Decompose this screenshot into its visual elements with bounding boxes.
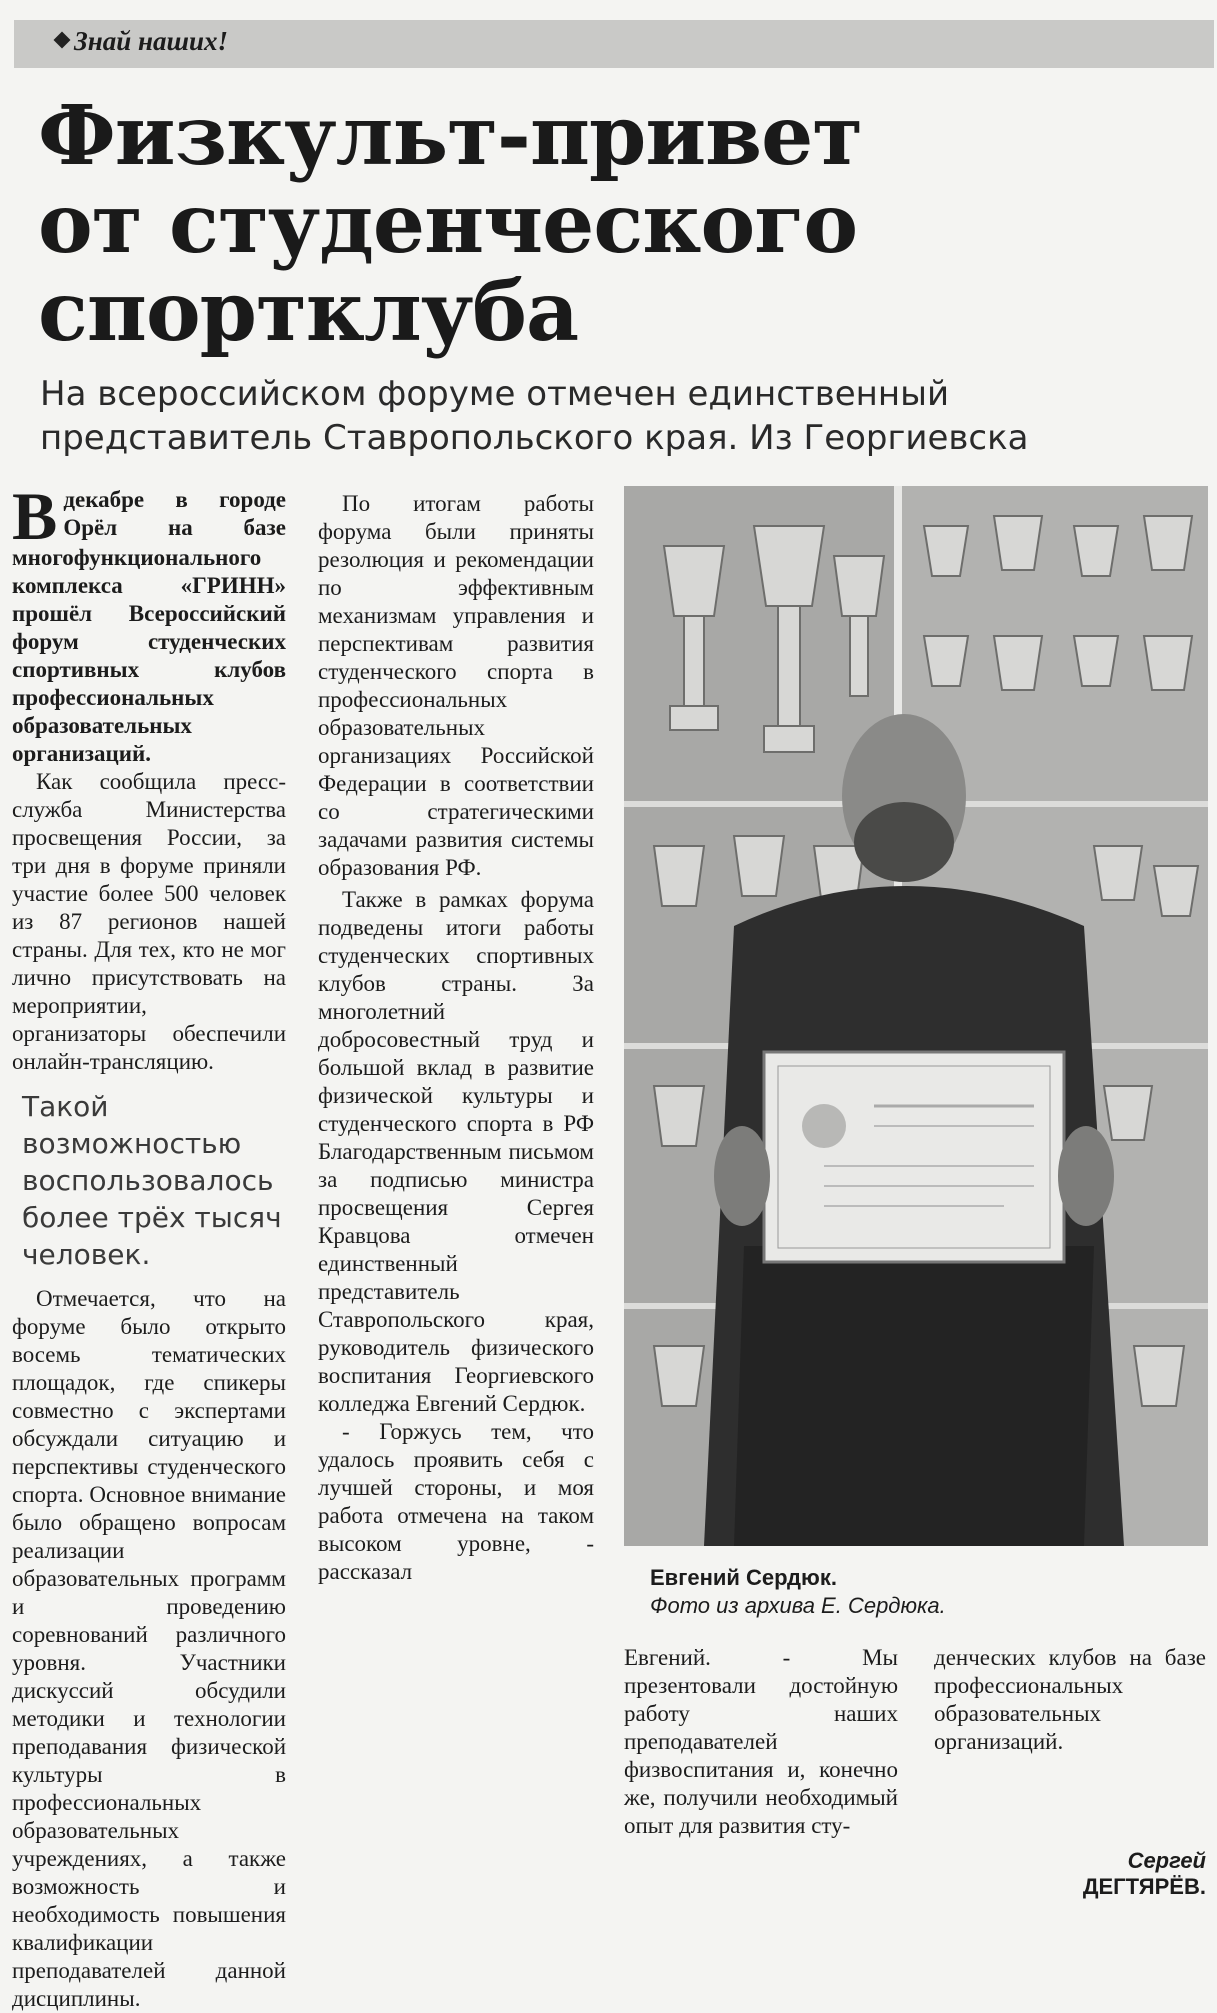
paragraph-6b: Евгений. - Мы презентовали достойную работу наших преподавателей физвоспитания и, конечно же, получили необходимый опыт для развития сту-: [624, 1645, 898, 1838]
article-column-4: [934, 1644, 1206, 1756]
byline-last-name: ДЕГТЯРЁВ.: [1082, 1874, 1206, 1899]
portrait-photo: [624, 486, 1208, 1546]
article-column-1: [12, 478, 286, 2011]
headline-line-1: Физкульт-привет: [38, 88, 863, 184]
paragraph-6c: денческих клубов на базе профессиональных образовательных организаций.: [934, 1645, 1206, 1754]
byline-first-name: Сергей: [1127, 1848, 1206, 1873]
paragraph-5: Также в рамках форума подведены итоги работы студенческих спортивных клубов страны. За многолетний добросовестный труд и большой вклад в развитие физической культуры и студенческого спорта в РФ Благодарственным письмом за подписью министра просвещения Сергея Кравцова отмечен единственный представитель Ставропольского края, руководитель физического воспитания Георгиевского колледжа Евгений Сердюк.: [318, 887, 594, 1416]
paragraph-3: Отмечается, что на форуме было открыто восемь тематических площадок, где спикеры совместно с экспертами обсуждали ситуацию и перспективы студенческого спорта. Основное внимание было обращено вопросам реализации образовательных программ и проведению соревнований различного уровня. Участники дискуссий обсудили методики и технологии преподавания физической культуры в профессиональных образовательных учреждениях, а также возможность и необходимость повышения квалификации преподавателей данной дисциплины.: [12, 1286, 286, 2011]
photo-caption: [650, 1564, 1210, 1620]
headline: [38, 88, 1138, 360]
drop-cap: В: [12, 478, 58, 554]
article-column-3: [624, 1644, 898, 1840]
rubric-label: Знай наших!: [74, 26, 228, 56]
article-lead: На всероссийском форуме отмечен единственный представитель Ставропольского края. Из Георгиевска: [40, 374, 1029, 458]
intro-text: декабре в городе Орёл на базе многофункционального комплекса «ГРИНН» прошёл Всероссийский форум студенческих спортивных клубов профессиональных образовательных организаций.: [12, 487, 286, 766]
intro-paragraph: [12, 478, 286, 768]
byline: [1000, 1848, 1206, 1900]
headline-line-3: спортклуба: [38, 264, 579, 360]
headline-line-2: от студенческого: [38, 176, 858, 272]
caption-credit: Фото из архива Е. Сердюка.: [650, 1593, 946, 1618]
caption-name: Евгений Сердюк.: [650, 1565, 837, 1590]
paragraph-6a: - Горжусь тем, что удалось проявить себя с лучшей стороны, и моя работа отмечена на таком высоком уровне, - рассказал: [318, 1419, 594, 1584]
paragraph-4: По итогам работы форума были приняты резолюция и рекомендации по эффективным механизмам управления и перспективам развития студенческого спорта в профессиональных образовательных организациях Российской Федерации в соответствии со стратегическими задачами развития системы образования РФ.: [318, 491, 594, 880]
article-column-2: [318, 486, 594, 1586]
paragraph-2: Как сообщила пресс-служба Министерства просвещения России, за три дня в форуме приняли участие более 500 человек из 87 регионов нашей страны. Для тех, кто не мог лично присутствовать на мероприятии, организаторы обеспечили онлайн-трансляцию.: [12, 769, 286, 1074]
pull-quote: Такой возможностью воспользовалось более трёх тысяч человек.: [22, 1090, 282, 1271]
photo-illustration: [624, 486, 1208, 1546]
